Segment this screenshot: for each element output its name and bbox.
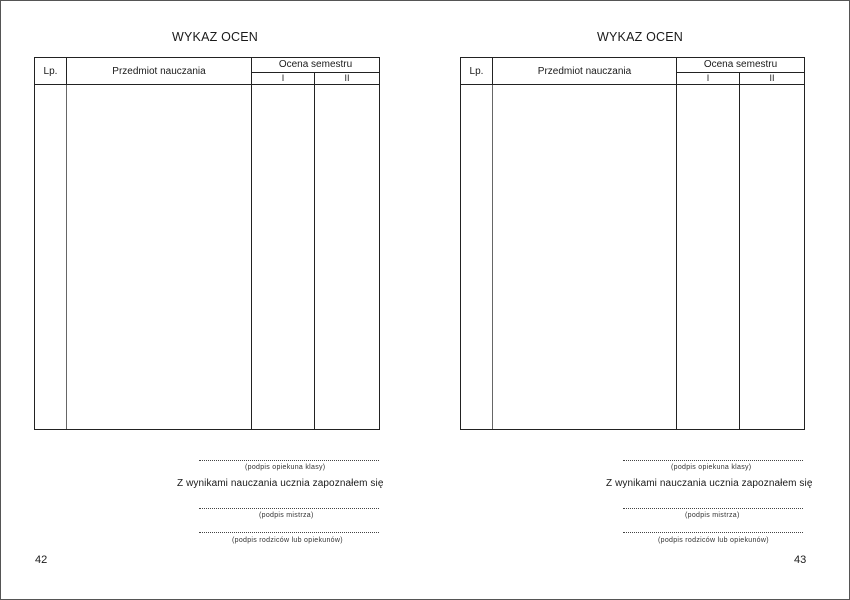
column-header-semester-2: II [315,72,380,84]
signature-label-class-teacher: (podpis opiekuna klasy) [245,464,326,471]
grades-table [460,57,805,430]
signature-label-parents: (podpis rodziców lub opiekunów) [232,537,343,544]
lp-cell[interactable] [461,85,493,430]
semester-2-cell[interactable] [740,85,805,430]
lp-cell[interactable] [35,85,67,430]
signature-label-class-teacher: (podpis opiekuna klasy) [671,464,752,471]
column-header-lp: Lp. [461,58,493,85]
column-header-semester: Ocena semestru [252,58,380,73]
acknowledgement-statement: Z wynikami nauczania ucznia zapoznałem się [606,478,813,489]
column-header-subject: Przedmiot nauczania [493,58,677,85]
column-header-subject: Przedmiot nauczania [67,58,252,85]
signature-label-master: (podpis mistrza) [259,512,314,519]
signature-label-parents: (podpis rodziców lub opiekunów) [658,537,769,544]
page-number: 42 [35,554,48,566]
signature-line-master[interactable] [199,508,379,509]
signature-line-class-teacher[interactable] [623,460,803,461]
page-left [1,1,425,599]
subject-cell[interactable] [493,85,677,430]
signature-line-parents[interactable] [199,532,379,533]
signature-label-master: (podpis mistrza) [685,512,740,519]
semester-1-cell[interactable] [252,85,315,430]
signature-line-class-teacher[interactable] [199,460,379,461]
column-header-lp: Lp. [35,58,67,85]
column-header-semester-1: I [252,72,315,84]
semester-2-cell[interactable] [315,85,380,430]
semester-1-cell[interactable] [677,85,740,430]
page-title: WYKAZ OCEN [172,30,259,44]
signature-line-master[interactable] [623,508,803,509]
subject-cell[interactable] [67,85,252,430]
page-number: 43 [794,554,807,566]
signature-line-parents[interactable] [623,532,803,533]
acknowledgement-statement: Z wynikami nauczania ucznia zapoznałem się [177,478,384,489]
column-header-semester-2: II [740,72,805,84]
grades-table [34,57,380,430]
page-right [425,1,849,599]
column-header-semester-1: I [677,72,740,84]
column-header-semester: Ocena semestru [677,58,805,73]
page-title: WYKAZ OCEN [597,30,684,44]
